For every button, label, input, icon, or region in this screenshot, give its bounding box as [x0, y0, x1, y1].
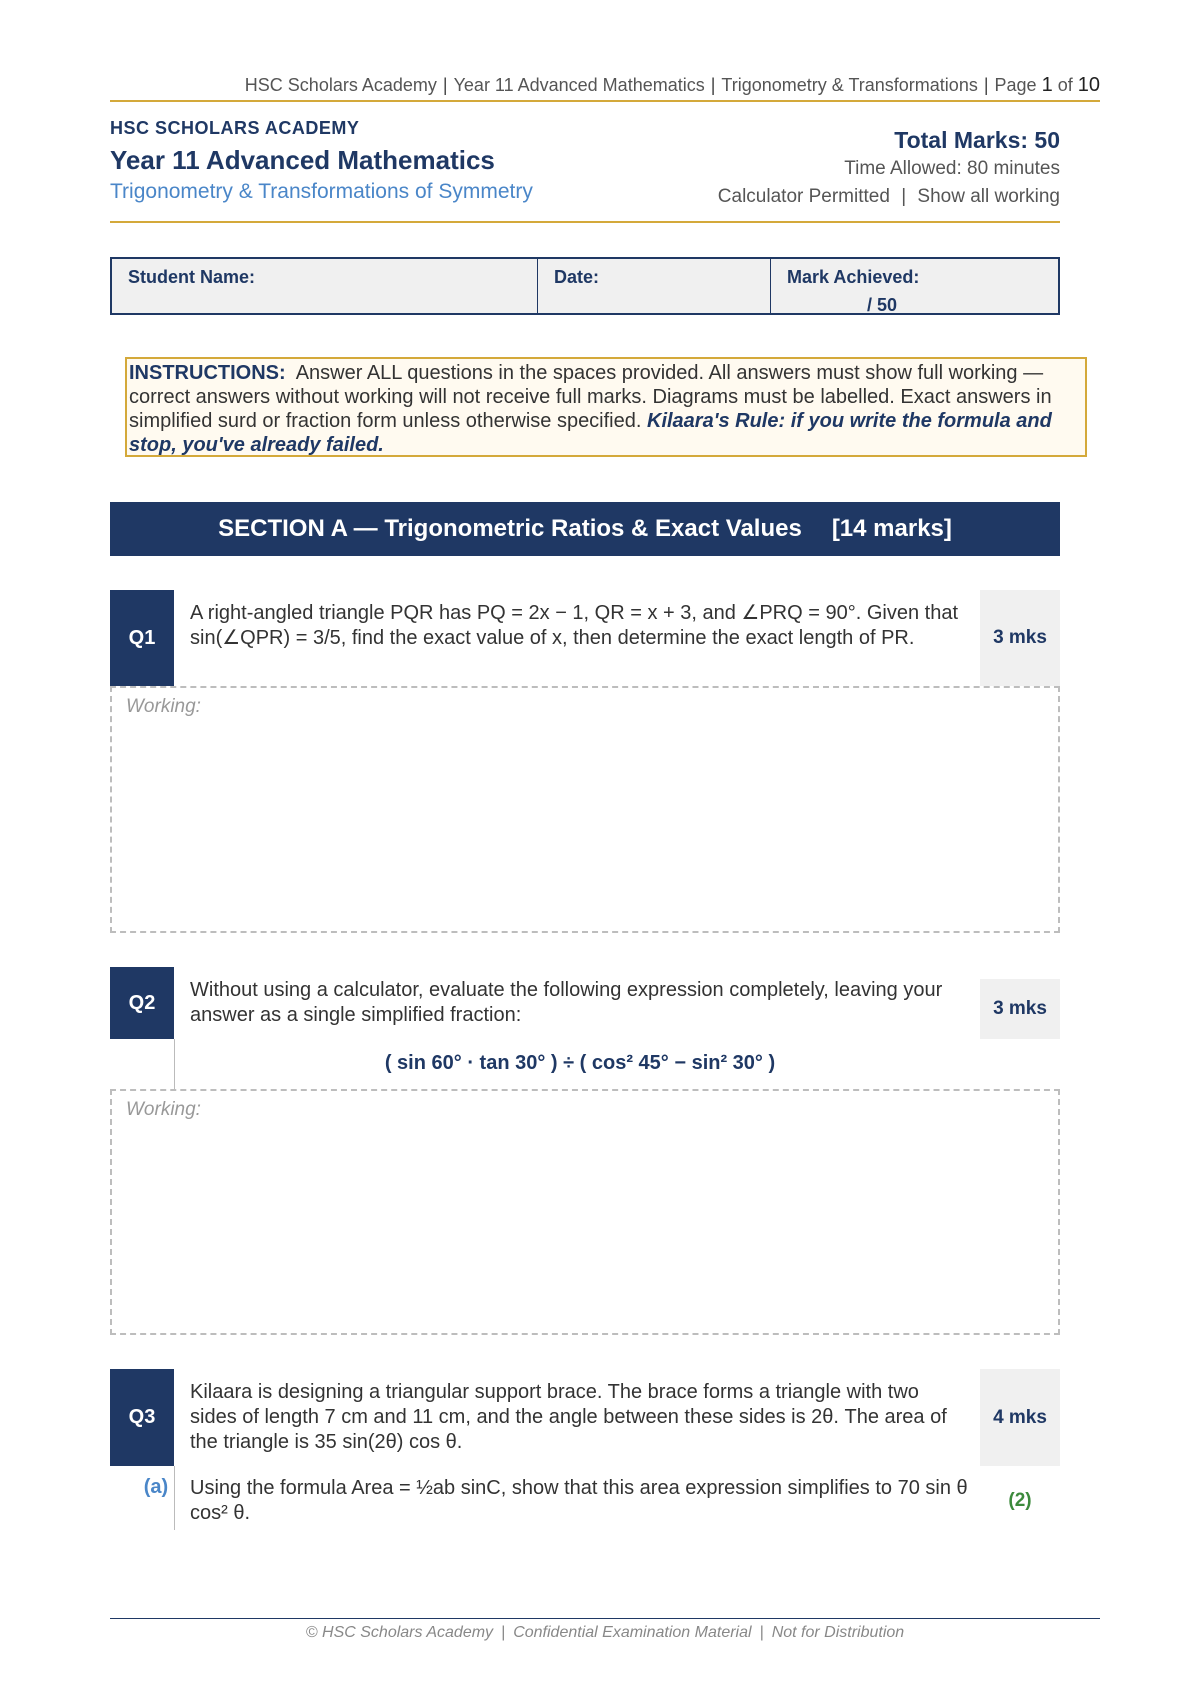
date-cell[interactable] [538, 259, 771, 313]
q2-working-area[interactable] [110, 1089, 1060, 1335]
header-divider [110, 221, 1060, 223]
footer-copyright: © HSC Scholars Academy [305, 1624, 494, 1641]
q3a-label: (a) [143, 1476, 169, 1498]
student-name-cell[interactable] [112, 259, 538, 313]
section-a-marks: [14 marks] [831, 515, 952, 542]
q3-text: Kilaara is designing a triangular support brace. The brace forms a triangle with two sides of length 7 cm and 11 cm, and the angle between these sides is 2θ. The area of the triangle is 35 sin(2θ) cos θ. [190, 1381, 947, 1453]
calculator-note: Calculator Permitted | Show all working [717, 186, 1060, 207]
section-a-title: SECTION A — Trigonometric Ratios & Exact Values [218, 515, 802, 542]
footer-distribution: Not for Distribution [771, 1624, 905, 1641]
mark-out-of: / 50 [867, 295, 898, 313]
page-number: 1 [1041, 74, 1053, 96]
page-total: 10 [1077, 74, 1100, 96]
q2-number: Q2 [110, 967, 174, 1039]
q2-text: Without using a calculator, evaluate the following expression completely, leaving your answer as a single simplified fraction: [190, 979, 943, 1026]
running-header-course: Year 11 Advanced Mathematics [453, 75, 705, 95]
total-marks: Total Marks: 50 [894, 127, 1060, 153]
instructions-box [125, 357, 1087, 457]
student-name-label: Student Name: [128, 267, 256, 287]
show-working-note: Show all working [917, 186, 1060, 207]
calculator-permitted: Calculator Permitted [717, 186, 890, 207]
q3a-text: Using the formula Area = ½ab sinC, show that this area expression simplifies to 70 sin θ cos² θ. [190, 1477, 968, 1524]
q3-side-rule [174, 1466, 175, 1530]
student-details-box [110, 257, 1060, 315]
running-header-page-word: Page [994, 75, 1037, 95]
mark-achieved-cell[interactable] [771, 259, 1058, 313]
q2-marks: 3 mks [980, 979, 1060, 1039]
q1-working-label: Working: [126, 696, 201, 717]
topic-subtitle: Trigonometry & Transformations of Symmetry [110, 180, 533, 203]
footer: © HSC Scholars Academy | Confidential Examination Material | Not for Distribution [305, 1624, 905, 1641]
subject-title: Year 11 Advanced Mathematics [110, 145, 495, 175]
instructions-text: Answer ALL questions in the spaces provided. All answers must show full working — correct answers without working will not receive full marks. Diagrams must be labelled. Exact answers in simplified surd or fraction form unless otherwise specified. [129, 362, 1052, 432]
running-header-topic: Trigonometry & Transformations [721, 75, 978, 95]
school-name: HSC SCHOLARS ACADEMY [110, 118, 360, 138]
running-header: HSC Scholars Academy | Year 11 Advanced Mathematics | Trigonometry & Transformations | Page 1 of 10 [110, 74, 1100, 102]
q1-marks: 3 mks [980, 590, 1060, 686]
q2-side-rule [174, 1039, 175, 1089]
kilaara-rule: Kilaara's Rule: if you write the formula and stop, you've already failed. [129, 410, 1052, 456]
q2-formula: ( sin 60° · tan 30° ) ÷ ( cos² 45° − sin² 30° ) [384, 1052, 776, 1074]
running-header-of-word: of [1057, 75, 1073, 95]
q1-working-area[interactable] [110, 686, 1060, 933]
footer-divider [110, 1618, 1100, 1619]
q3-number: Q3 [110, 1369, 174, 1466]
q3-marks: 4 mks [980, 1369, 1060, 1466]
running-header-school: HSC Scholars Academy [244, 75, 437, 95]
q1-text: A right-angled triangle PQR has PQ = 2x − 1, QR = x + 3, and ∠PRQ = 90°. Given that sin(∠QPR) = 3/5, find the exact value of x, then determine the exact length of PR. [190, 602, 958, 649]
section-a-header [110, 502, 1060, 556]
q2-working-label: Working: [126, 1099, 201, 1120]
footer-confidential: Confidential Examination Material [513, 1624, 752, 1641]
q1-number: Q1 [110, 590, 174, 686]
q3a-marks: (2) [1008, 1490, 1032, 1511]
time-allowed: Time Allowed: 80 minutes [844, 158, 1060, 179]
instructions-label: INSTRUCTIONS: [129, 362, 286, 384]
date-label: Date: [554, 267, 600, 287]
mark-achieved-label: Mark Achieved: [787, 267, 920, 287]
